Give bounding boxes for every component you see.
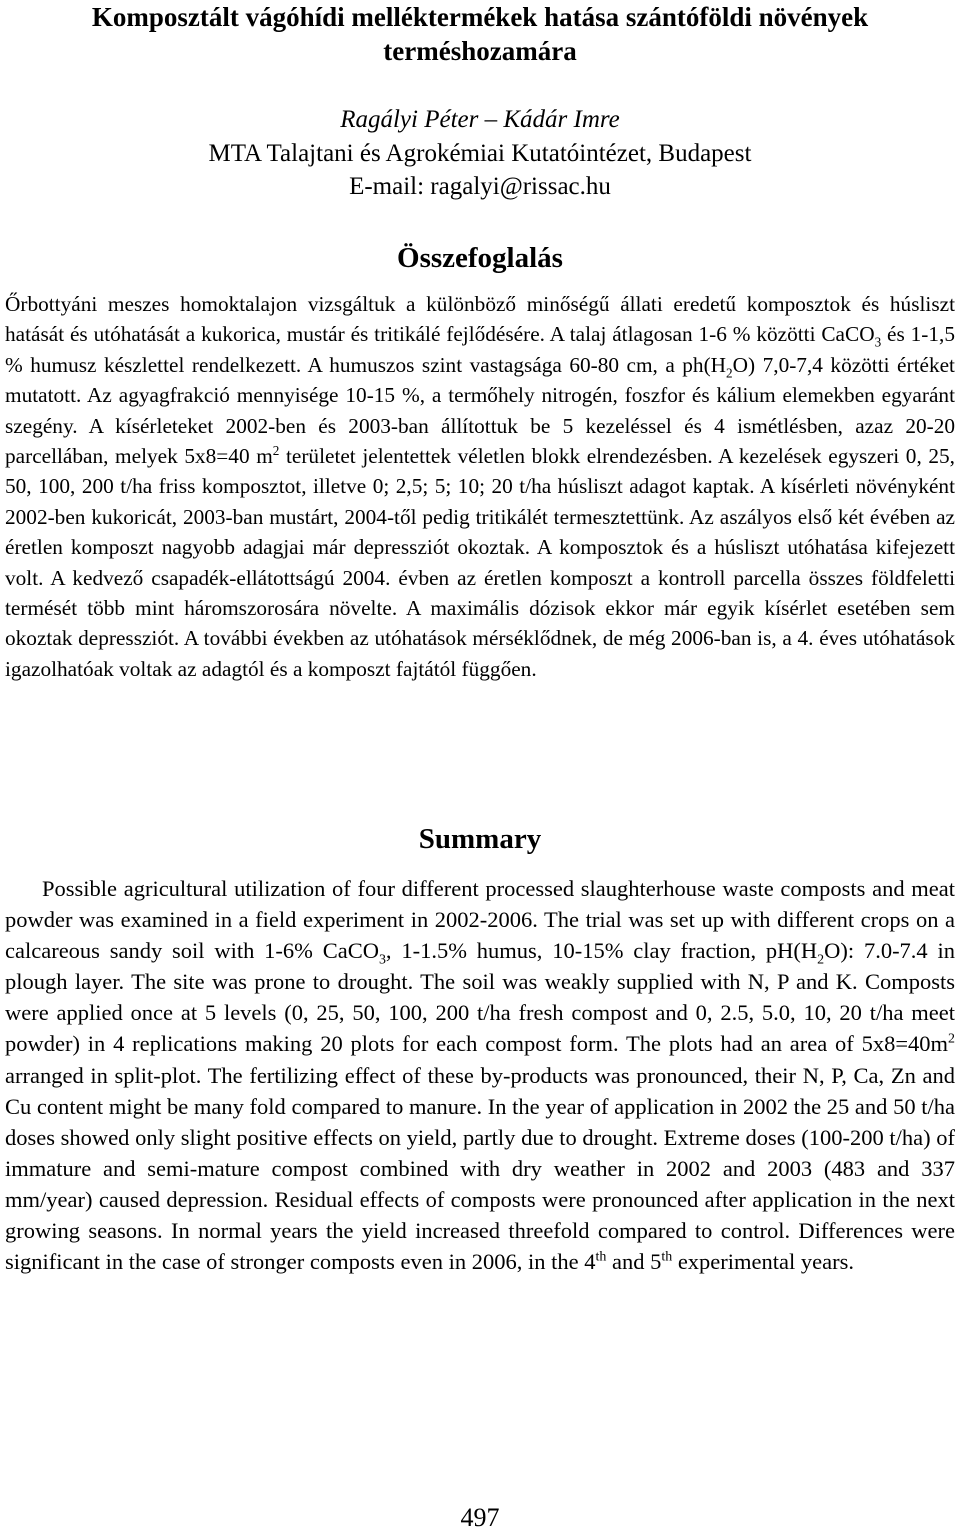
superscript: th [595, 1249, 607, 1265]
affiliation: MTA Talajtani és Agrokémiai Kutatóintézet, Budapest [208, 140, 752, 167]
summary-part-4: arranged in split-plot. The fertilizing effect of these by-products was pronounced, their N, P, Ca, Zn and Cu content might be many fold compared to manure. In the year of application in 2002 the 25 and 50 t/ha doses showed only slight positive effects on yield, partly due to drought. Extreme doses (100-200 t/ha) of immature and semi-mature compost combined with dry weather in 2002 and 2003 (483 and 337 mm/year) caused depression. Residual effects of composts were pronounced after application in the next growing seasons. In normal years the yield increased threefold compared to control. Differences were significant in the case of stronger composts even in 2006, in the 4 [5, 1062, 955, 1275]
summary-part-1: Possible agricultural utilization of four different processed slaughterhouse waste composts and meat powder was examined in a field experiment in 2002-2006. The trial was set up with different crops on a calcareous sandy soil with 1-6% CaCO [5, 876, 955, 964]
subscript: 3 [874, 334, 882, 350]
superscript: th [661, 1249, 673, 1265]
abstract-hu-part-2: és 1-1,5 % humusz készlettel rendelkezett. A humuszos szint vastagsága 60-80 cm, a ph(H [5, 322, 955, 377]
summary-part-6: experimental years. [672, 1249, 854, 1275]
subscript: 2 [726, 365, 733, 381]
email: E-mail: ragalyi@rissac.hu [349, 173, 611, 200]
subscript: 3 [378, 952, 386, 968]
abstract-hu-text [5, 289, 955, 684]
superscript: 2 [272, 442, 280, 458]
subscript: 2 [817, 952, 825, 968]
abstract-hu-part-4: területet jelentettek véletlen blokk elrendezésben. A kezelések egyszeri 0, 25, 50, 100, 200 t/ha friss komposztot, illetve 0; 2,5; 5; 10; 20 t/ha húsliszt adagot kaptak. A kísérleti növényként 2002-ben kukoricát, 2003-ban mustárt, 2004-től pedig tritikálét termesztettünk. Az aszályos első két évében az éretlen komposzt nagyobb adagjai már depressziót okoztak. A komposztok és a húsliszt utóhatása kifejezett volt. A kedvező csapadék-ellátottságú 2004. évben az éretlen komposzt a kontroll parcella összes földfeletti termését több mint háromszorosára növelte. A maximális dózisok ekkor már egyik kísérlet esetében sem okoztak depressziót. A további években az utóhatások mérséklődnek, de még 2006-ban is, a 4. éves utóhatások igazolhatóak voltak az adagtól és a komposzt fajtától függően. [5, 444, 955, 681]
authors: Ragályi Péter – Kádár Imre [340, 106, 620, 133]
abstract-hu-part-1: Őrbottyáni meszes homoktalajon vizsgáltuk a különböző minőségű állati eredetű komposztok és húsliszt hatását és utóhatását a kukorica, mustár és tritikálé fejlődésére. A talaj átlagosan 1-6 % közötti CaCO [5, 292, 955, 347]
summary-part-3: O): 7.0-7.4 in plough layer. The site was prone to drought. The soil was weakly supplied with N, P and K. Composts were applied once at 5 levels (0, 25, 50, 100, 200 t/ha fresh compost and 0, 2.5, 5.0, 10, 20 t/ha meet powder) in 4 replications making 20 plots for each compost form. The plots had an area of 5x8=40m [5, 938, 955, 1057]
abstract-hu-heading: Összefoglalás [397, 242, 563, 274]
paper-title: Komposztált vágóhídi melléktermékek hatása szántóföldi növények terméshozamára [91, 2, 869, 66]
summary-heading: Summary [418, 823, 542, 855]
summary-text [5, 873, 955, 1277]
summary-part-5: and 5 [606, 1249, 662, 1275]
summary-part-2: , 1-1.5% humus, 10-15% clay fraction, pH(H [385, 938, 818, 964]
abstract-hu-part-3: O) 7,0-7,4 közötti értéket mutatott. Az agyagfrakció mennyisége 10-15 %, a termőhely nitrogén, foszfor és kálium elemekben egyaránt szegény. A kísérleteket 2002-ben és 2003-ban állítottuk be 5 kezeléssel és 4 ismétlésben, azaz 20-20 parcellában, melyek 5x8=40 m [5, 352, 955, 469]
page-number: 497 [460, 1503, 500, 1532]
superscript: 2 [948, 1031, 955, 1047]
